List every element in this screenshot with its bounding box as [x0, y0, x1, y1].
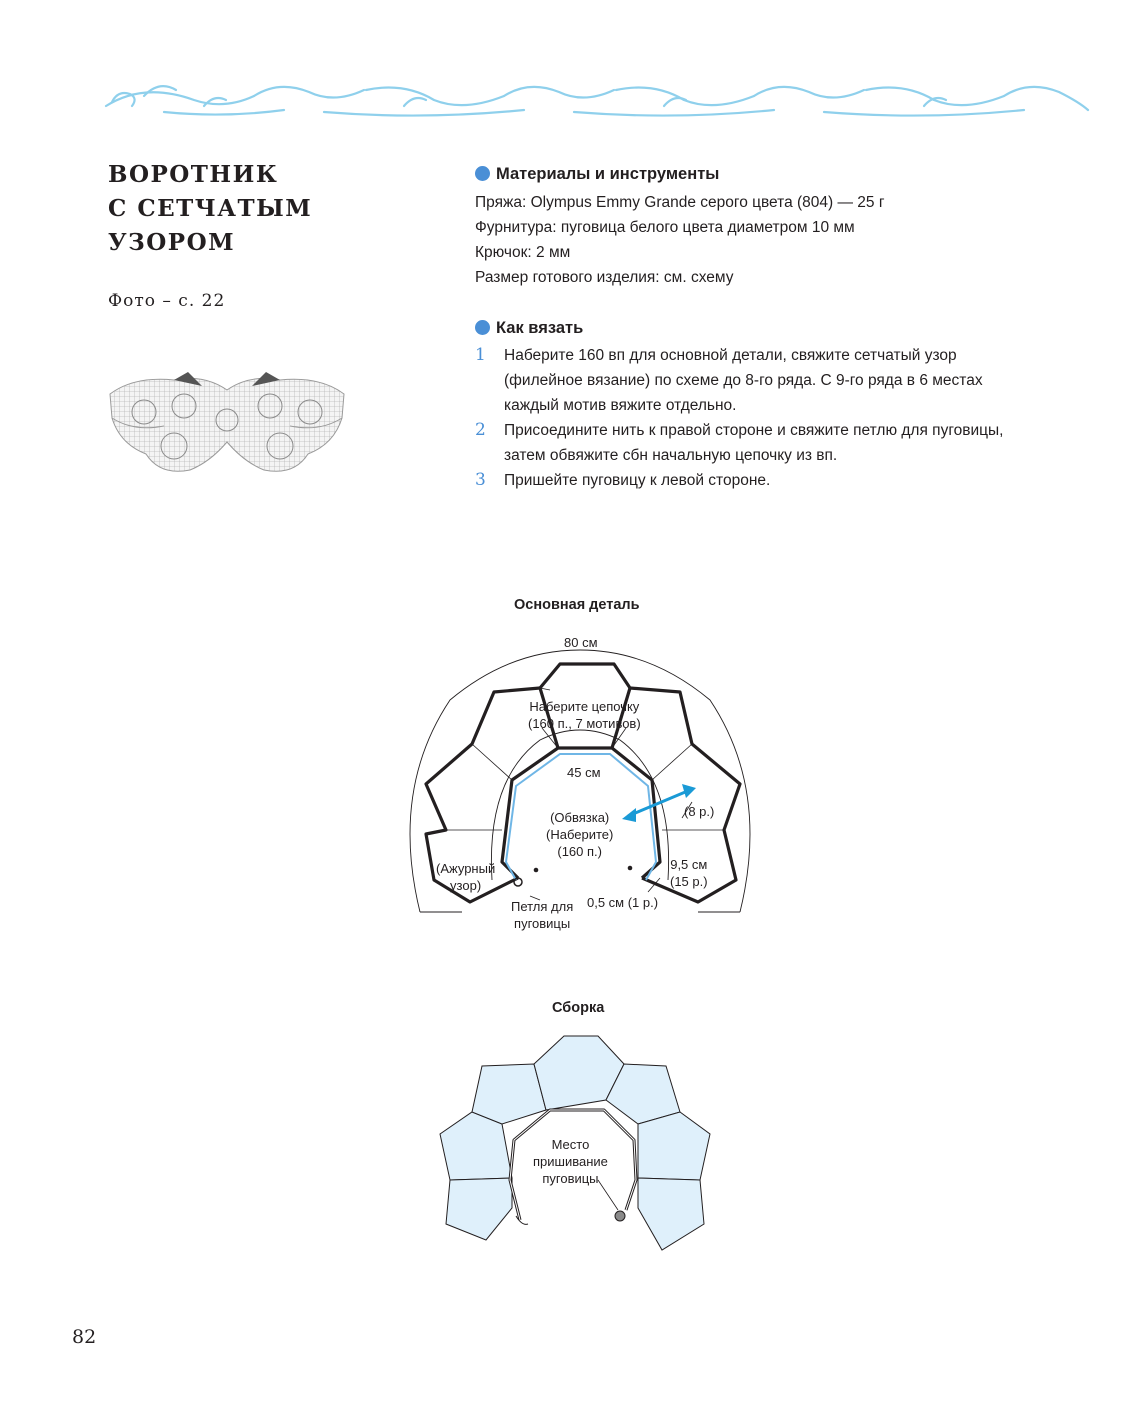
outer-width-label: 80 см [564, 635, 598, 650]
howto-step [475, 468, 1003, 493]
center-label-line: (Обвязка) [550, 810, 610, 825]
materials-item: Размер готового изделия: см. схему [475, 269, 734, 286]
materials-section [475, 165, 885, 290]
step-line: каждый мотив вяжите отдельно. [504, 397, 737, 414]
materials-item: Пряжа: Olympus Emmy Grande серого цвета (804) — 25 г [475, 194, 885, 211]
howto-heading-text: Как вязать [496, 319, 584, 337]
button-label-line: пришивание [533, 1154, 608, 1169]
collar-photo [104, 366, 350, 484]
step-line: Присоедините нить к правой стороне и свяжите петлю для пуговицы, [504, 422, 1004, 439]
page-title [108, 158, 312, 260]
step-line: Наберите 160 вп для основной детали, свяжите сетчатый узор [504, 347, 957, 364]
inner-width-label: 45 см [567, 765, 601, 780]
button-place-label [533, 1136, 608, 1187]
height-label [670, 856, 708, 890]
materials-item: Крючок: 2 мм [475, 244, 571, 261]
loop-label-line: пуговицы [514, 916, 571, 931]
materials-heading-text: Материалы и инструменты [496, 165, 720, 183]
howto-step [475, 418, 1003, 468]
chain-label-line: Наберите цепочку [529, 699, 640, 714]
title-line-1: ВОРОТНИК [108, 161, 279, 188]
loop-label [511, 898, 573, 932]
materials-item: Фурнитура: пуговица белого цвета диаметром 10 мм [475, 219, 855, 236]
rows-label: (8 р.) [684, 804, 715, 819]
step-number: 1 [475, 345, 486, 365]
step-line: Пришейте пуговицу к левой стороне. [504, 472, 771, 489]
center-label-line: (160 п.) [557, 844, 602, 859]
edge-label: 0,5 см (1 р.) [587, 895, 659, 910]
pattern-label [436, 860, 495, 894]
title-line-2: С СЕТЧАТЫМ [108, 195, 313, 222]
howto-heading [475, 319, 1003, 338]
ornament-border [104, 76, 1090, 120]
page-number: 82 [72, 1326, 97, 1348]
step-number: 3 [475, 470, 486, 490]
howto-section [475, 319, 1003, 493]
assembly-diagram-title: Сборка [552, 1000, 605, 1016]
pattern-label-line: узор) [450, 878, 482, 893]
center-label [546, 809, 613, 860]
button-label-line: пуговицы [542, 1171, 599, 1186]
chain-label [528, 698, 641, 732]
step-line: затем обвяжите сбн начальную цепочку из вп. [504, 447, 838, 464]
bullet-dot-icon [475, 320, 490, 335]
button-label-line: Место [551, 1137, 590, 1152]
howto-step [475, 343, 1003, 418]
height-label-line: 9,5 см [670, 857, 708, 872]
step-number: 2 [475, 420, 486, 440]
pattern-label-line: (Ажурный [436, 861, 496, 876]
photo-reference: Фото – с. 22 [108, 291, 226, 311]
center-label-line: (Наберите) [546, 827, 614, 842]
materials-heading [475, 165, 885, 184]
bullet-dot-icon [475, 166, 490, 181]
step-line: (филейное вязание) по схеме до 8-го ряда. С 9-го ряда в 6 местах [504, 372, 983, 389]
loop-label-line: Петля для [511, 899, 574, 914]
title-line-3: УЗОРОМ [108, 229, 236, 256]
main-diagram-title: Основная деталь [514, 597, 640, 613]
height-label-line: (15 р.) [670, 874, 708, 889]
chain-label-line: (160 п., 7 мотивов) [528, 716, 641, 731]
